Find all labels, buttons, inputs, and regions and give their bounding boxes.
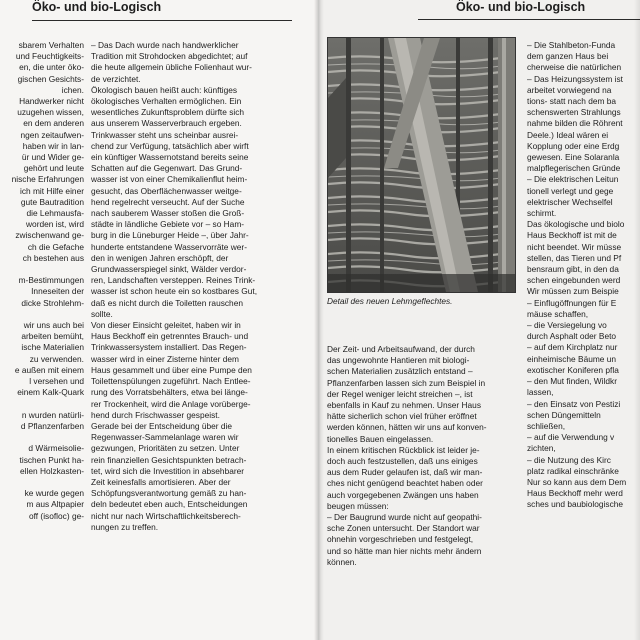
text-line: d Wärmeisolie-	[28, 443, 84, 454]
text-line: – auf dem Kirchplatz nur	[527, 342, 618, 353]
text-line: wir uns auch bei	[23, 320, 84, 331]
text-line: Wir müssen zum Beispie	[527, 286, 619, 297]
photo-illustration	[328, 38, 515, 292]
text-line: ches nicht genügend beachtet haben oder	[327, 478, 483, 489]
text-line: de verzichtet.	[91, 73, 141, 84]
text-line: dicke Strohlehm-	[21, 297, 84, 308]
left-column-1	[0, 40, 84, 522]
text-line: das ungewohnte Hantieren mit biologi-	[327, 355, 470, 366]
text-line: ebenfalls in Kauf zu nehmen. Unser Haus	[327, 400, 481, 411]
text-line: wasser ist von einer Chemikalienflut heim-	[91, 174, 248, 185]
left-running-header: Öko- und bio-Logisch	[32, 0, 292, 21]
text-line: Haus gesammelt und über eine Pumpe den	[91, 364, 252, 375]
text-line: nahme bilden die Röhrent	[527, 118, 623, 129]
text-line: ke wurde gegen	[24, 488, 84, 499]
text-line: Haus Beckhoff ein getrenntes Brauch- und	[91, 331, 249, 342]
text-line: einem Kalk-Quark	[17, 387, 84, 398]
text-line	[0, 399, 84, 410]
text-line: Haus Beckhoff mehr werd	[527, 488, 623, 499]
text-line: dem ganzen Haus bei	[527, 51, 609, 62]
text-line: doch auch festzustellen, daß uns einiges	[327, 456, 478, 467]
text-line: Von dieser Einsicht geleitet, haben wir in	[91, 320, 241, 331]
text-line: sbarem Verhalten	[18, 40, 84, 50]
text-line: schirmt.	[527, 208, 557, 219]
text-line: rer Trockenheit, wird die Anlage vorüberge-	[91, 398, 251, 409]
photo-caption: Detail des neuen Lehmgeflechtes.	[327, 296, 453, 306]
text-line: werden können, hätten wir uns auf konven-	[327, 422, 487, 433]
text-line: – Das Heizungssystem ist	[527, 73, 623, 84]
text-line: cherweise die natürlichen	[527, 62, 622, 73]
text-line: aus unserem Wasserverbrauch ergeben.	[91, 118, 242, 129]
text-line: gesucht, das Oberflächenwasser weitge-	[91, 185, 242, 196]
text-line: wesentliches Zukunftsproblem dürfte sich	[91, 107, 245, 118]
text-line: Inneseiten der	[31, 286, 84, 297]
text-line: en, die unter öko-	[19, 62, 84, 73]
text-line: sche Zonen untersucht. Der Standort war	[327, 523, 480, 534]
lehmgeflecht-photo	[327, 37, 516, 293]
text-line: nicht beendet. Wir müsse	[527, 241, 622, 252]
text-line: elektrischer Wechselfel	[527, 196, 613, 207]
text-line: gewesen. Eine Solaranla	[527, 152, 620, 163]
text-line: schenswerten Strahlungs	[527, 107, 621, 118]
text-line: tionelles Bauen eingelassen.	[327, 433, 434, 444]
text-line: arbeiten bemüht,	[21, 331, 84, 342]
text-line: Haus Beckhoff ist mit de	[527, 230, 617, 241]
text-line: Trinkwassersystem installiert. Das Regen-	[91, 342, 247, 353]
text-line	[0, 432, 84, 443]
text-line: schen Materialien zusätzlich entstand –	[327, 366, 473, 377]
text-line: zu verwenden.	[29, 353, 84, 364]
text-line: m aus Altpapier	[26, 499, 84, 510]
text-line: Der Zeit- und Arbeitsaufwand, der durch	[327, 344, 475, 354]
text-line: die Lehmausfa-	[26, 208, 84, 219]
text-line: ch bestehen aus	[22, 252, 84, 263]
text-line: Zeit keinesfalls amortisieren. Aber der	[91, 476, 231, 487]
text-line: – den Einsatz von Pestizi	[527, 398, 621, 409]
text-line: gute Bautradition	[20, 196, 84, 207]
text-line: – auf die Verwendung v	[527, 432, 615, 443]
text-line	[0, 264, 84, 275]
text-line: ökologisches Verhalten ermöglichen. Ein	[91, 96, 242, 107]
text-line: ein künftiger Wassernotstand bereits seine	[91, 152, 249, 163]
text-line: hätte sicherlich schon viel früher eröffnet	[327, 411, 477, 422]
text-line: lassen,	[527, 387, 554, 398]
text-line: nische Erfahrungen	[11, 174, 84, 185]
text-line: Regenwasser-Sammelanlage waren wir	[91, 432, 239, 443]
text-line: arbeitet vorwiegend na	[527, 84, 612, 95]
text-line: – Die elektrischen Leitun	[527, 174, 619, 185]
text-line: e außen mit einem	[14, 364, 84, 375]
text-line: d Pflanzenfarben	[20, 420, 84, 431]
text-line: gischen Gesichts-	[17, 73, 84, 84]
text-line: tions- statt nach dem ba	[527, 96, 617, 107]
text-line	[0, 477, 84, 488]
text-line: rein finanziellen Gesichtspunkten betrach-	[91, 454, 247, 465]
text-line: – Das Dach wurde nach handwerklicher	[91, 40, 239, 50]
text-line: die heute allgemein übliche Folienhaut wur-	[91, 62, 252, 73]
text-line: Toilettenspülungen zugeführt. Nach Entlee-	[91, 376, 251, 387]
text-line: wasser ist schon heute ein so kostbares Gut,	[91, 286, 258, 297]
page-edge-shadow	[634, 0, 640, 640]
text-line: tischen Punkt ha-	[19, 454, 84, 465]
text-line: – Der Baugrund wurde nicht auf geopathi-	[327, 512, 482, 523]
text-line: Trinkwasser steht uns scheinbar ausrei-	[91, 129, 239, 140]
text-line: schließen,	[527, 420, 566, 431]
text-line: exotischer Koniferen pfla	[527, 364, 619, 375]
text-line: zwischenwand ge-	[15, 230, 84, 241]
text-line: – den Mut finden, Wildkr	[527, 376, 617, 387]
text-line: malpflegerischen Gründe	[527, 163, 621, 174]
text-line: haben wir in lan-	[22, 140, 84, 151]
text-line: ch die Gefache	[27, 241, 84, 252]
text-line: tionell verlegt und gege	[527, 185, 614, 196]
text-line: ren, Landschaften versteppen. Reines Trink-	[91, 275, 256, 286]
right-column-1	[327, 344, 514, 568]
text-line: tet, wird sich die Investition in absehbarer	[91, 465, 245, 476]
text-line: gezwungen, Prioritäten zu setzen. Unter	[91, 443, 240, 454]
text-line: Grundwasserspiegel sinkt, Wälder verdor-	[91, 264, 247, 275]
book-spine-shadow	[314, 0, 324, 640]
text-line: uzugehen wissen,	[17, 107, 84, 118]
text-line: platz radikal einschränke	[527, 465, 619, 476]
text-line: ür und Wider ge-	[21, 152, 84, 163]
text-line: Deele.) Ideal wären ei	[527, 129, 609, 140]
text-line: – Einflugöffnungen für E	[527, 297, 617, 308]
text-line: nicht nur nach Wirtschaftlichkeitsberech-	[91, 510, 241, 521]
text-line: worden ist, wird	[26, 219, 84, 230]
text-line: beugen müssen:	[327, 500, 389, 511]
text-line: – Die Stahlbeton-Funda	[527, 40, 616, 50]
text-line: städte in ländliche Gebiete vor – so Ham-	[91, 219, 245, 230]
text-line: Kopplung oder eine Erdg	[527, 140, 620, 151]
text-line: nach sauberem Wasser stoßen die Groß-	[91, 208, 245, 219]
text-line: Nur so kann aus dem Dem	[527, 476, 627, 487]
text-line: sches und baubiologische	[527, 499, 624, 510]
text-line: Schatten auf die Gegenwart. Das Grund-	[91, 163, 243, 174]
text-line: ichen.	[61, 84, 84, 95]
text-line: bensraum gibt, in den da	[527, 264, 619, 275]
text-line: können.	[327, 556, 357, 567]
text-line: In einem kritischen Rückblick ist leider je-	[327, 444, 480, 455]
text-line: hend durch Frischwasser gespeist.	[91, 409, 220, 420]
text-line: n wurden natürli-	[21, 409, 84, 420]
text-line: Tradition mit Strohdocken abgedichtet; auf	[91, 51, 248, 62]
text-line: aus dem Ruder gelaufen ist, daß wir man-	[327, 467, 483, 478]
text-line: ohnehin vorgeschrieben und festgelegt,	[327, 534, 474, 545]
text-line: Pflanzenfarben lassen sich zum Beispiel in	[327, 377, 486, 388]
text-line: en dem anderen	[23, 118, 84, 129]
text-line: nungen zu treffen.	[91, 521, 159, 532]
text-line: zichten,	[527, 443, 556, 454]
text-line: und Feuchtigkeits-	[15, 51, 84, 62]
right-running-header: Öko- und bio-Logisch	[418, 0, 640, 20]
text-line: ellen Holzkasten-	[20, 465, 84, 476]
text-line: deln bedeutet eben auch, Entscheidungen	[91, 499, 248, 510]
text-line: durch Asphalt oder Beto	[527, 331, 617, 342]
text-line: ngen zeitaufwen-	[20, 129, 84, 140]
text-line: stellen, das Tieren und Pf	[527, 252, 622, 263]
text-line: – die Versiegelung vo	[527, 320, 607, 331]
text-line: sollte.	[91, 308, 113, 319]
text-line: Ökologisch bauen heißt auch: künftiges	[91, 84, 238, 95]
text-line: auch vorgegebenen Zwängen uns haben	[327, 489, 479, 500]
right-page	[318, 0, 640, 640]
text-line: wasser wird in einer Zisterne hinter dem	[91, 353, 239, 364]
text-line: ich mit Hilfe einer	[20, 185, 84, 196]
text-line: l versehen und	[29, 376, 84, 387]
text-line: schen Düngemitteln	[527, 409, 601, 420]
text-line: hunderte entstandene Wasservorräte wer-	[91, 241, 247, 252]
text-line: daß es nicht durch die Toiletten rauschen	[91, 297, 243, 308]
text-line: ische Materialien	[21, 342, 84, 353]
text-line: Das ökologische und biolo	[527, 219, 625, 230]
text-line: einheimische Bäume un	[527, 353, 617, 364]
left-column-2	[91, 40, 287, 533]
text-line: hend regelrecht verseucht. Auf der Suche	[91, 196, 245, 207]
text-line: und so hätte man hier nichts mehr ändern	[327, 545, 482, 556]
text-line: Schöpfungsverantwortung gemäß zu han-	[91, 488, 247, 499]
text-line: – die Nutzung des Kirc	[527, 454, 611, 465]
text-line: mäuse schaffen,	[527, 308, 589, 319]
text-line: der Regel weniger leicht streichen –, ist	[327, 388, 473, 399]
text-line: m-Bestimmungen	[18, 275, 84, 286]
text-line: Gerade bei der Entscheidung über die	[91, 420, 233, 431]
text-line: chend zur Verfügung, tatsächlich aber wirft	[91, 140, 249, 151]
text-line: Handwerker nicht	[19, 96, 84, 107]
text-line: den in wenigen Jahren erschöpft, der	[91, 252, 229, 263]
text-line: gehört und leute	[23, 163, 84, 174]
text-line: off (isofloc) ge-	[28, 510, 84, 521]
text-line: rung des Vorratsbehälters, etwa bei länge-	[91, 387, 248, 398]
left-page	[0, 0, 318, 640]
text-line: schen eingebunden werd	[527, 275, 621, 286]
right-column-2	[527, 40, 640, 511]
text-line	[0, 309, 84, 320]
text-line: burg in die Lüneburger Heide –, über Jahr-	[91, 230, 249, 241]
